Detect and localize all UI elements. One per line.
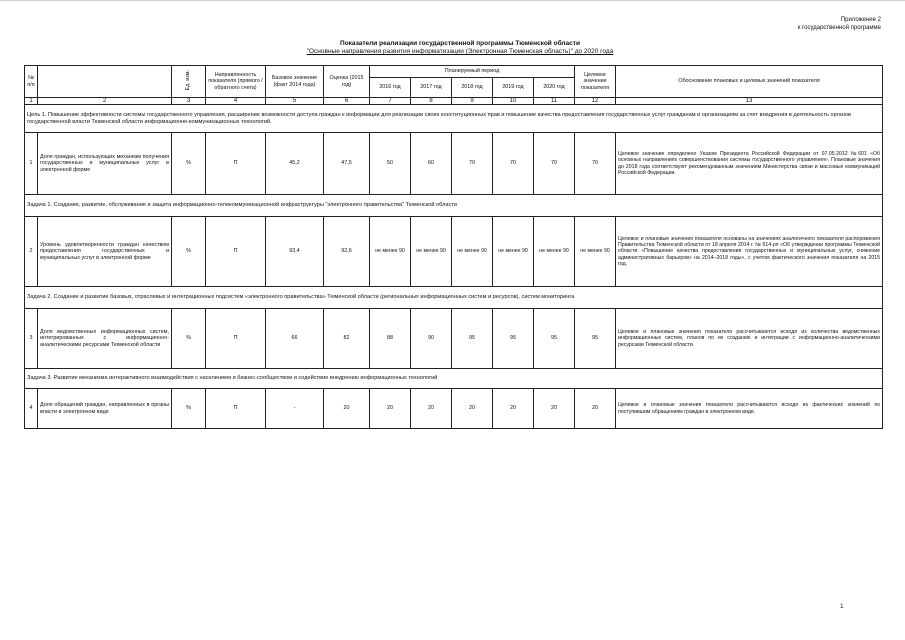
indicator-direction: П — [206, 389, 266, 429]
col-number: 1 — [25, 98, 38, 105]
indicator-unit: % — [172, 133, 206, 195]
indicator-name: Доля обращений граждан, направленных в органы власти в электронном виде — [38, 389, 172, 429]
header-planned-period: Планируемый период — [370, 66, 575, 78]
col-number: 2 — [38, 98, 172, 105]
table-row — [25, 309, 883, 369]
indicator-name: Уровень удовлетворенности граждан качеством предоставления государственных и муниципальных услуг в электронной форме — [38, 217, 172, 287]
header-base: Базовое значение (факт 2014 года) — [266, 66, 324, 98]
row-num: 2 — [25, 217, 38, 287]
document-title — [220, 40, 700, 56]
scan-edge-top — [0, 0, 905, 1]
indicator-unit: % — [172, 309, 206, 369]
appendix-note — [798, 16, 881, 32]
col-number: 12 — [575, 98, 616, 105]
header-year-2019: 2019 год — [493, 78, 534, 98]
indicator-unit: % — [172, 389, 206, 429]
indicator-direction: П — [206, 217, 266, 287]
value-2016: не менее 90 — [370, 217, 411, 287]
indicator-base: 66 — [266, 309, 324, 369]
task-2-text: Задача 2. Создание и развитие базовых, отраслевых и интеграционных подсистем «электронного правительства» Тюменской области (региональных информационных систем и ресурсов), систем мониторинга — [25, 287, 883, 309]
indicator-estimate: 20 — [324, 389, 370, 429]
value-2018: не менее 90 — [452, 217, 493, 287]
row-num: 1 — [25, 133, 38, 195]
header-target: Целевое значение показателя — [575, 66, 616, 98]
value-2017: 60 — [411, 133, 452, 195]
indicator-estimate: 82 — [324, 309, 370, 369]
header-indicator — [38, 66, 172, 98]
header-unit — [172, 66, 206, 98]
table-row — [25, 217, 883, 287]
value-2018: 20 — [452, 389, 493, 429]
value-2020: 70 — [534, 133, 575, 195]
justification: Целевое и плановые значения показателя рассчитываются исходя из фактических значений по поступившим обращениям граждан в электронном виде. — [616, 389, 883, 429]
value-2020: 20 — [534, 389, 575, 429]
header-year-2018: 2018 год — [452, 78, 493, 98]
col-number: 10 — [493, 98, 534, 105]
value-target: 70 — [575, 133, 616, 195]
col-number: 7 — [370, 98, 411, 105]
indicator-base: 45,2 — [266, 133, 324, 195]
header-direction: Направленность показателя (прямого / обратного счета) — [206, 66, 266, 98]
goal-text: Цель 1. Повышение эффективности системы государственного управления, расширение возможности доступа граждан к информации для реализации своих конституционных прав и повышение качества предоставления государственных услуг гражданам и организациям за счет внедрения в деятельность органов государственной власти Тюменской области информационно-коммуникационных технологий. — [25, 105, 883, 133]
value-2016: 50 — [370, 133, 411, 195]
justification: Целевое и плановые значения показателя основаны на значениях аналогичного показателя распоряжения Правительства Тюменской области от 18 апреля 2014 г. № 514-рп «Об утверждении программы Тюменской области «Повышение качества предоставления государственных и муниципальных услуг, снижение административных барьеров» на 2014–2018 годы», с учетом фактического значения показателя на 2015 год. — [616, 217, 883, 287]
value-2016: 88 — [370, 309, 411, 369]
indicator-estimate: 47,5 — [324, 133, 370, 195]
indicator-direction: П — [206, 133, 266, 195]
table-row — [25, 133, 883, 195]
header-year-2020: 2020 год — [534, 78, 575, 98]
value-2020: не менее 90 — [534, 217, 575, 287]
col-number: 6 — [324, 98, 370, 105]
goal-row — [25, 105, 883, 133]
col-number: 8 — [411, 98, 452, 105]
indicator-name: Доля граждан, использующих механизм получения государственных и муниципальных услуг в электронной форме — [38, 133, 172, 195]
value-target: не менее 90 — [575, 217, 616, 287]
value-2019: 70 — [493, 133, 534, 195]
task-1-text: Задача 1. Создание, развитие, обслуживание и защита информационно-телекоммуникационной инфраструктуры "электронного правительства" Тюменской области — [25, 195, 883, 217]
justification: Целевое значение определено Указом Президента Российской Федерации от 07.05.2012 №601 «Об основных направлениях совершенствования системы государственного управления». Плановые значения до 2018 года соответствуют рекомендованным значениям Министерства связи и массовых коммуникаций Российской Федерации. — [616, 133, 883, 195]
justification: Целевое и плановые значения показателя рассчитываются исходя из количества ведомственных информационных систем, планов по их созданию и интеграции с информационно-аналитическими ресурсами Тюменской области. — [616, 309, 883, 369]
indicator-direction: П — [206, 309, 266, 369]
indicator-base: 93,4 — [266, 217, 324, 287]
header-year-2017: 2017 год — [411, 78, 452, 98]
task-3-text: Задача 3. Развитие механизма интерактивного взаимодействия с населением и бизнес-сообществом и содействие внедрению информационных технологий — [25, 369, 883, 389]
header-year-2016: 2016 год — [370, 78, 411, 98]
title-line-1: Показатели реализации государственной программы Тюменской области — [340, 40, 580, 47]
appendix-line-2: к государственной программе — [797, 25, 881, 31]
task-row — [25, 287, 883, 309]
value-2019: 20 — [493, 389, 534, 429]
header-estimate: Оценка (2015 год) — [324, 66, 370, 98]
table-row — [25, 389, 883, 429]
value-2017: 20 — [411, 389, 452, 429]
header-justification: Обоснование плановых и целевых значений показателя — [616, 66, 883, 98]
col-number: 5 — [266, 98, 324, 105]
page-number: 1 — [840, 603, 844, 610]
row-num: 3 — [25, 309, 38, 369]
indicators-table — [24, 65, 883, 429]
col-number: 13 — [616, 98, 883, 105]
value-target: 95 — [575, 309, 616, 369]
value-target: 20 — [575, 389, 616, 429]
value-2019: 95 — [493, 309, 534, 369]
value-2017: не менее 90 — [411, 217, 452, 287]
indicator-base: - — [266, 389, 324, 429]
row-num: 4 — [25, 389, 38, 429]
value-2018: 95 — [452, 309, 493, 369]
col-number: 4 — [206, 98, 266, 105]
value-2017: 90 — [411, 309, 452, 369]
indicator-name: Доля ведомственных информационных систем, интегрированных с информационно-аналитическими ресурсами Тюменской области — [38, 309, 172, 369]
value-2020: 95 — [534, 309, 575, 369]
col-number: 3 — [172, 98, 206, 105]
value-2019: не менее 90 — [493, 217, 534, 287]
value-2016: 20 — [370, 389, 411, 429]
title-line-2: "Основные направления развития информатизации (Электронная Тюменская область)" до 2020 года — [306, 48, 614, 55]
task-row — [25, 369, 883, 389]
col-number: 9 — [452, 98, 493, 105]
appendix-line-1: Приложение 2 — [840, 17, 881, 23]
col-number: 11 — [534, 98, 575, 105]
header-num: № п/п — [25, 66, 38, 98]
column-numbers-row — [25, 98, 883, 105]
indicator-estimate: 92,6 — [324, 217, 370, 287]
value-2018: 70 — [452, 133, 493, 195]
indicator-unit: % — [172, 217, 206, 287]
task-row — [25, 195, 883, 217]
header-unit-text: Ед. изм. — [185, 70, 192, 91]
